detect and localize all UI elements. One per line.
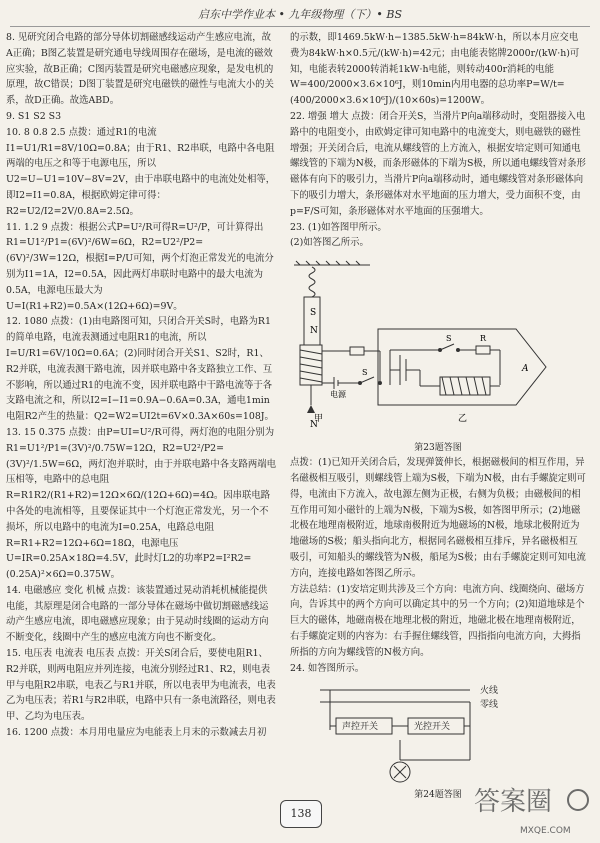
answer-15: 15. 电压表 电流表 电压表 点拨：开关S闭合后，要使电阻R1、R2并联，则两电阻应并列连接，电流分别经过R1、R2，则电表甲与电阻R2串联，电表乙与R1并联，所以电表甲为电流表，电表乙为电压表；若R1与R2串联，电路中只有一条电流路径，则电表甲、乙均为电压表。 — [6, 648, 276, 723]
figure-23-b — [378, 329, 546, 405]
fig23-sub-b: 乙 — [458, 414, 468, 425]
figure-23 — [290, 255, 586, 451]
fig24-live-wire: 火线 — [480, 686, 499, 697]
book-title: 启东中学作业本 • 九年级物理（下）• BS — [197, 8, 403, 21]
watermark-brand: 答案圈 — [474, 786, 553, 816]
fig23-S-switch-b: S — [446, 334, 452, 344]
answer-16-cont: 的示数，即1469.5kW·h−1385.5kW·h=84kW·h，所以本月应交电费为84kW·h×0.5元/(kW·h)=42元；由电能表铭牌2000r/(kW·h)可知，电能表转2000转消耗1kW·h电能，则转动400r消耗的电能W=400/2000×3.6×10⁶J，则10min内用电器的总功率P=W/t=(400/2000×3.6×10⁶J)/(10×60s)=1200W。 — [290, 32, 580, 107]
fig24-switch-sound: 声控开关 — [342, 722, 379, 733]
answer-10: 10. 8 0.8 2.5 点拨：通过R1的电流I1=U1/R1=8V/10Ω=0.8A；由于R1、R2串联，电路中各电阻两端的电压之和等于电源电压，所以U2=U−U1=10V−8V=2V，由于串联电路中的电流处处相等，即I2=I1=0.8A，根据欧姆定律可得：R2=U2/I2=2V/0.8A=2.5Ω。 — [6, 126, 276, 217]
fig23-sub-a: 甲 — [314, 414, 324, 425]
answer-13: 13. 15 0.375 点拨：由P=UI=U²/R可得，两灯泡的电阻分别为R1=U1²/P1=(3V)²/0.75W=12Ω，R2=U2²/P2=(3V)²/1.5W=6Ω，两灯泡并联时，由于并联电路中各支路两端电压相等，电路中的总电阻R=R1R2/(R1+R2)=12Ω×6Ω/(12Ω+6Ω)=4Ω。因串联电路中各处的电流相等，且要保证其中一个灯泡正常发光，另一个不损坏，所以电路中的电流为I=0.25A，电路总电阻R=R1+R2=12Ω+6Ω=18Ω，电源电压U=IR=0.25A×18Ω=4.5V，此时灯L2的功率P2=I²R2=(0.25A)²×6Ω=0.375W。 — [6, 426, 276, 581]
answer-8: 8. 见研究闭合电路的部分导体切割磁感线运动产生感应电流，故A正确；B图乙装置是研究通电导线周围存在磁场，是电流的磁效应实验，故B正确；C图丙装置是研究电磁感应现象，是发电机的原理，故C错误；D图丁装置是研究电磁铁的磁性与电流大小的关系，故D正确。故选ABD。 — [6, 32, 274, 107]
answer-16: 16. 1200 点拨：本月用电量应为电能表上月末的示数减去月初 — [6, 727, 267, 739]
answer-23-explanation: 点拨：(1)已知开关闭合后，发现弹簧伸长，根据磁极间的相互作用，异名磁极相互吸引，则螺线管上端为S极，下端为N极，由右手螺旋定则可得，电流由下方流入，故电源左侧为正极，右侧为负极；由磁极间的相互作用可知小磁针的上端为N极，下端为S极，如答图甲所示；(2)地磁北极在地理南极附近，地球南极附近为地磁场的N极，地球北极附近为地磁场的S极；船头指向北方，根据同名磁极相互排斥，异名磁极相互吸引，可知船头的螺线管为N极，船尾为S极；由右手螺旋定则可知电流方向，连接电路如答图乙所示。 — [290, 457, 586, 579]
fig24-neutral-wire: 零线 — [480, 700, 499, 711]
watermark-logo — [470, 778, 590, 828]
fig23-S-switch-a: S — [362, 368, 368, 378]
figure-24-caption: 第24题答图 — [414, 790, 462, 801]
fig23-A-label: A — [522, 364, 529, 375]
answer-14: 14. 电磁感应 变化 机械 点拨：该装置通过晃动消耗机械能提供电能，其原理是闭合电路的一部分导体在磁场中做切割磁感线运动产生感应电流，即电磁感应现象；由于晃动时线圈的运动方向不断变化，线圈中产生的感应电流方向也不断变化。 — [6, 584, 269, 644]
page-number-badge — [280, 800, 322, 828]
fig23-S-label-1: S — [310, 308, 317, 319]
header-rule — [10, 26, 590, 27]
right-column — [290, 30, 586, 804]
fig23-R-label: R — [480, 334, 487, 344]
fig23-N-label-1: N — [310, 326, 318, 337]
fig24-switch-light: 光控开关 — [414, 722, 451, 733]
answer-11: 11. 1.2 9 点拨：根据公式P=U²/R可得R=U²/P，可计算得出R1=U1²/P1=(6V)²/6W=6Ω，R2=U2²/P2=(6V)²/3W=12Ω，根据I=P/U可知，两个灯泡正常发光的电流分别为I1=1A，I2=0.5A，因此两灯串联时电路中的最大电流为0.5A，电源电压最大为U=I(R1+R2)=0.5A×(12Ω+6Ω)=9V。 — [6, 221, 274, 312]
figure-23-caption: 第23题答图 — [414, 442, 462, 453]
answer-12: 12. 1080 点拨：(1)由电路图可知，只闭合开关S时，电路为R1的简单电路，电流表测通过电阻R1的电流，所以I=U/R1=6V/10Ω=0.6A；(2)同时闭合开关S1、S2时，R1、R2并联，电流表测干路电流，因并联电路中各支路独立工作、互不影响，所以通过R1的电流不变，因并联电路中干路电流等于各支路电流之和，所以I2=I−I1=0.9A−0.6A=0.3A，通电1min电阻R2产生的热量：Q2=W2=UI2t=6V×0.3A×60s=108J。 — [6, 316, 274, 423]
fig23-power-label: 电源 — [330, 390, 346, 400]
answer-23-2: (2)如答图乙所示。 — [290, 237, 369, 249]
left-column — [6, 30, 276, 741]
answer-9: 9. S1 S2 S3 — [6, 110, 62, 122]
page-header — [0, 0, 600, 30]
fig23-N-label-2: N — [310, 420, 318, 431]
answer-22: 22. 增强 增大 点拨：闭合开关S，当滑片P向a端移动时，变阻器接入电路中的电阻变小，由欧姆定律可知电路中的电流变大，则电磁铁的磁性增强；开关闭合后，电流从螺线管的上方流入，根据安培定则可知通电螺线管的下端为N极，而条形磁体的下端为S极，所以通电螺线管对条形磁体有向下的吸引力，当滑片P向a端移动时，通电螺线管对条形磁体向下的吸引力增大，条形磁体对水平地面的压力增大，受力面积不变，由p=F/S可知，条形磁体对水平地面的压强增大。 — [290, 110, 586, 217]
watermark-url: MXQE.COM — [520, 826, 571, 836]
page-number: 138 — [290, 807, 312, 820]
answer-23-method: 方法总结：(1)安培定则共涉及三个方向：电流方向、线圈绕向、磁场方向，告诉其中的两个方向可以确定其中的另一个方向；(2)知道地球是个巨大的磁体，地磁南极在地理北极的附近，地磁北极在地理南极附近，右手螺旋定则的内容为：右手握住螺线管，四指指向电流方向，大拇指所指的方向为螺线管的N极方向。 — [290, 583, 585, 658]
answer-24: 24. 如答图所示。 — [290, 662, 365, 674]
figure-23-diagram — [290, 255, 586, 435]
answer-23-1: 23. (1)如答图甲所示。 — [290, 221, 387, 233]
